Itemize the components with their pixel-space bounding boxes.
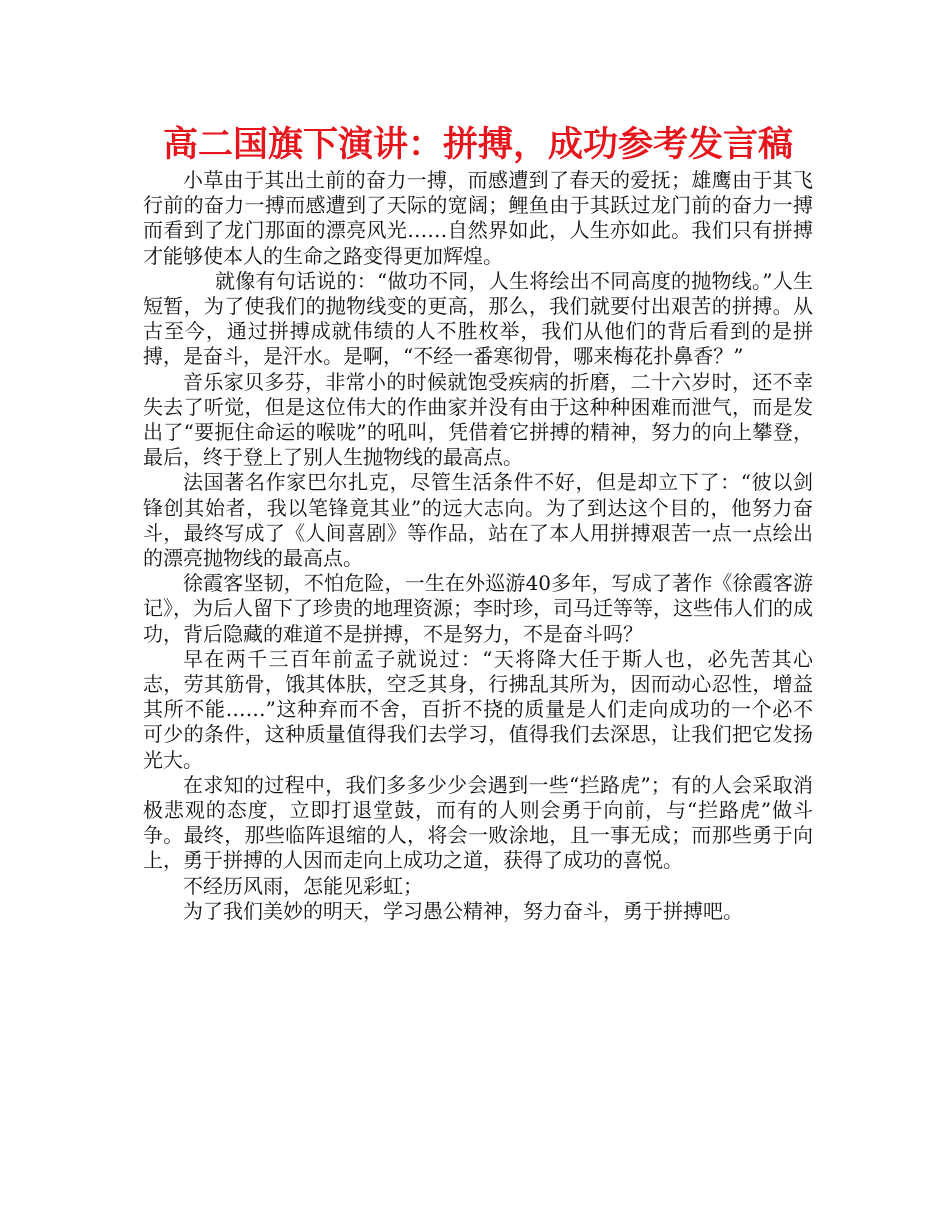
paragraph-8: 不经历风雨，怎能见彩虹； [183,873,423,898]
paragraph-5: 徐霞客坚韧，不怕危险，一生在外巡游40多年，写成了著作《徐霞客游记》，为后人留下了珍贵的地理资源；李时珍，司马迁等等，这些伟人们的成功，背后隐藏的难道不是拼搏，不是努力，不是奋斗吗？ [143,571,813,646]
paragraph-6: 早在两千三百年前孟子就说过：“天将降大任于斯人也，必先苦其心志，劳其筋骨，饿其体肤，空乏其身，行拂乱其所为，因而动心忍性，增益其所不能……”这种弃而不舍，百折不挠的质量是人们走向成功的一个必不可少的条件，这种质量值得我们去学习，值得我们去深思，让我们把它发扬光大。 [143,646,813,772]
paragraph-1: 小草由于其出土前的奋力一搏，而感遭到了春天的爱抚；雄鹰由于其飞行前的奋力一搏而感遭到了天际的宽阔；鲤鱼由于其跃过龙门前的奋力一搏而看到了龙门那面的漂亮风光……自然界如此，人生亦如此。我们只有拼搏才能够使本人的生命之路变得更加辉煌。 [143,168,813,268]
document-body [143,168,813,924]
paragraph-3: 音乐家贝多芬，非常小的时候就饱受疾病的折磨，二十六岁时，还不幸失去了听觉，但是这位伟大的作曲家并没有由于这种种困难而泄气，而是发出了“要扼住命运的喉咙”的吼叫，凭借着它拼搏的精神，努力的向上攀登，最后，终于登上了别人生抛物线的最高点。 [143,369,813,470]
document-title: 高二国旗下演讲：拼搏，成功参考发言稿 [162,125,793,165]
paragraph-9: 为了我们美妙的明天，学习愚公精神，努力奋斗，勇于拼搏吧。 [183,898,743,923]
paragraph-2: 就像有句话说的：“做功不同，人生将绘出不同高度的抛物线。”人生短暂，为了使我们的抛物线变的更高，那么，我们就要付出艰苦的拼搏。从古至今，通过拼搏成就伟绩的人不胜枚举，我们从他们的背后看到的是拼搏，是奋斗，是汗水。是啊，“不经一番寒彻骨，哪来梅花扑鼻香？” [143,268,813,369]
document-content [143,122,813,924]
paragraph-7: 在求知的过程中，我们多多少少会遇到一些“拦路虎”；有的人会采取消极悲观的态度，立即打退堂鼓，而有的人则会勇于向前，与“拦路虎”做斗争。最终，那些临阵退缩的人，将会一败涂地，且一事无成；而那些勇于向上，勇于拼搏的人因而走向上成功之道，获得了成功的喜悦。 [143,772,813,873]
paragraph-4: 法国著名作家巴尔扎克，尽管生活条件不好，但是却立下了：“彼以剑锋创其始者，我以笔锋竟其业”的远大志向。为了到达这个目的，他努力奋斗，最终写成了《人间喜剧》等作品，站在了本人用拼搏艰苦一点一点绘出的漂亮抛物线的最高点。 [143,470,813,571]
